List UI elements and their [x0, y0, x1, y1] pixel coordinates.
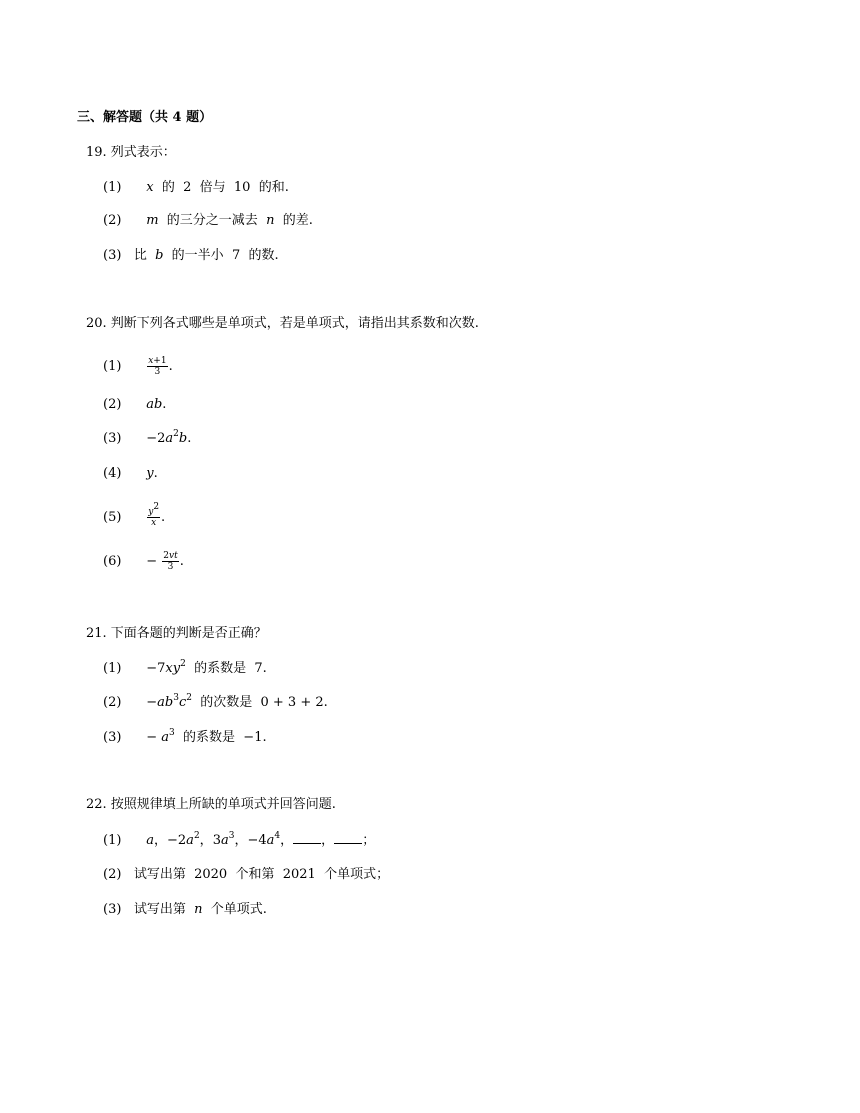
q19-item-3: (3) 比 b 的一半小 7 的数. [103, 248, 279, 263]
question-20-title: 20. 判断下列各式哪些是单项式，若是单项式，请指出其系数和次数. [86, 316, 479, 331]
item-label: (2) [103, 867, 122, 882]
item-label: (5) [103, 510, 122, 525]
q22-item-1: (1) a，$-2a^2$，$3a^3$，$-4a^4$， ， ； [103, 830, 376, 848]
q20-item-3: (3) $-2a^2b$. [103, 428, 192, 446]
q19-item-1: (1) x 的 2 倍与 10 的和. [103, 180, 289, 195]
q21-item-3: (3) − $a^3$ 的系数是 −1. [103, 727, 267, 745]
question-19-title: 19. 列式表示： [86, 145, 176, 160]
item-label: (1) [103, 833, 122, 848]
item-label: (3) [103, 902, 122, 917]
q19-item-2: (2) m 的三分之一减去 n 的差. [103, 213, 313, 228]
question-22-title: 22. 按照规律填上所缺的单项式并回答问题. [86, 797, 336, 812]
fraction: $\frac{2vt}{3}$ [163, 551, 178, 572]
fraction: $\frac{y^2}{x}$ [148, 502, 160, 528]
item-label: (2) [103, 397, 122, 412]
answer-blank[interactable] [334, 833, 362, 844]
item-label: (1) [103, 661, 122, 676]
item-label: (2) [103, 213, 122, 228]
item-label: (1) [103, 359, 122, 374]
section-title: 三、解答题（共 4 题） [77, 110, 213, 125]
item-label: (3) [103, 248, 122, 263]
item-label: (4) [103, 466, 122, 481]
q20-item-4: (4) y. [103, 466, 158, 481]
answer-blank[interactable] [293, 833, 321, 844]
q21-item-1: (1) $-7xy^2$ 的系数是 7. [103, 658, 267, 676]
q22-item-2: (2) 试写出第 2020 个和第 2021 个单项式； [103, 867, 390, 882]
item-label: (3) [103, 431, 122, 446]
item-label: (2) [103, 695, 122, 710]
q20-item-1: (1) $\frac{x+1}{3}$ . [103, 356, 173, 377]
item-label: (3) [103, 730, 122, 745]
q20-item-6: (6) − $\frac{2vt}{3}$ . [103, 551, 184, 572]
item-label: (6) [103, 554, 122, 569]
q20-item-2: (2) ab. [103, 397, 167, 412]
q22-item-3: (3) 试写出第 n 个单项式. [103, 902, 267, 917]
fraction: $\frac{x+1}{3}$ [148, 356, 167, 377]
q21-item-2: (2) $-ab^3c^2$ 的次数是 0 + 3 + 2. [103, 692, 328, 710]
q20-item-5: (5) $\frac{y^2}{x}$ . [103, 502, 166, 528]
item-label: (1) [103, 180, 122, 195]
question-21-title: 21. 下面各题的判断是否正确？ [86, 626, 267, 641]
